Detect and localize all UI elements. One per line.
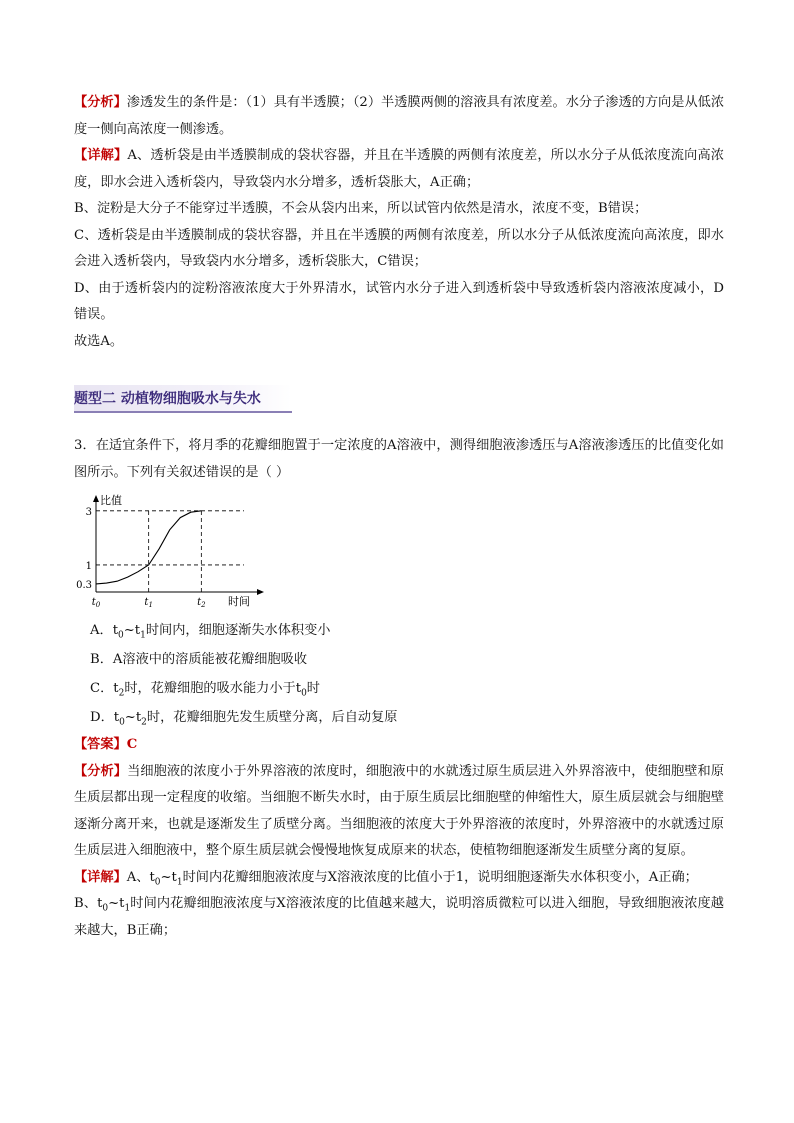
conclusion: 故选A。 <box>74 333 124 349</box>
answer-text: 【答案】C <box>74 737 138 752</box>
option-D <box>90 703 724 732</box>
detail2-b-pre: B、t <box>74 896 103 911</box>
detail2-a-post: 时间内花瓣细胞液浓度与X溶液浓度的比值小于1，说明细胞逐渐失水体积变小，A正确； <box>182 869 698 885</box>
detail2-tag: 【详解】 <box>74 869 127 885</box>
option-D-post: 时，花瓣细胞先发生质壁分离，后自动复原 <box>146 710 398 725</box>
x-axis-label: 时间 <box>228 595 250 608</box>
analysis-tag: 【分析】 <box>74 95 127 110</box>
detail2-a-pre: A、t <box>126 869 155 885</box>
detail2-paragraph-a <box>74 865 724 892</box>
y-axis-arrow <box>93 495 99 502</box>
option-B <box>90 645 724 674</box>
detail-paragraph-c: C、透析袋是由半透膜制成的袋状容器，并且在半透膜的两侧有浓度差，所以水分子从低浓度流向高浓度，即水会进入透析袋内，导致袋内水分增多，透析袋胀大，C错误； <box>74 227 724 269</box>
detail2-b-post: 时间内花瓣细胞液浓度与X溶液浓度的比值越来越大，说明溶质微粒可以进入细胞，导致细胞液浓度越来越大，B正确； <box>74 896 724 938</box>
detail-a-text: A、透析袋是由半透膜制成的袋状容器，并且在半透膜的两侧有浓度差，所以水分子从低浓度流向高浓度，即水会进入透析袋内，导致袋内水分增多，透析袋胀大，A正确； <box>74 148 724 190</box>
y-tick-label: 3 <box>85 506 92 518</box>
x-tick-label: $t_2$ <box>197 597 206 609</box>
analysis2-tag: 【分析】 <box>74 763 128 779</box>
page-content <box>74 90 724 944</box>
detail2-b-sub1: 0 <box>102 903 109 914</box>
x-tick-label: $t_1$ <box>144 597 153 609</box>
detail2-a-sub2: 1 <box>176 877 183 888</box>
analysis-text: 渗透发生的条件是：（1）具有半透膜；（2）半透膜两侧的溶液具有浓度差。水分子渗透的方向是从低浓度一侧向高浓度一侧渗透。 <box>74 95 725 137</box>
chart-container <box>74 492 724 612</box>
detail2-paragraph-b <box>74 891 724 944</box>
option-C-s1: 2 <box>118 688 125 699</box>
answer <box>74 732 724 759</box>
options-list <box>74 616 724 732</box>
option-D-pre: D．t <box>90 710 120 725</box>
option-B-pre: B．A溶液中的溶质能被花瓣细胞吸收 <box>90 652 308 667</box>
detail2-a-mid: ~t <box>160 869 177 885</box>
option-D-s2: 2 <box>141 717 147 728</box>
option-A-pre: A．t <box>90 623 119 638</box>
y-tick-label: 0.3 <box>76 579 92 591</box>
x-tick-label: $t_0$ <box>91 597 101 609</box>
analysis2-paragraph <box>74 759 724 865</box>
question-stem: 3．在适宜条件下，将月季的花瓣细胞置于一定浓度的A溶液中，测得细胞液渗透压与A溶液渗透压的比值变化如图所示。下列有关叙述错误的是（ ） <box>74 438 724 480</box>
detail-paragraph-b: B、淀粉是大分子不能穿过半透膜，不会从袋内出来，所以试管内依然是清水，浓度不变，B错误； <box>74 201 648 216</box>
section-title: 题型二 动植物细胞吸水与失水 <box>74 391 261 407</box>
option-A-s1: 0 <box>118 630 124 641</box>
y-tick-label: 1 <box>85 560 92 572</box>
option-C-s2: 0 <box>301 688 307 699</box>
y-axis-label: 比值 <box>100 494 122 507</box>
detail-paragraph-a <box>74 143 724 196</box>
detail2-b-sub2: 1 <box>124 903 131 914</box>
option-C-pre: C．t <box>90 681 119 696</box>
section-header <box>74 385 724 411</box>
option-C-post: 时 <box>306 681 320 696</box>
option-A-post: 时间内，细胞逐渐失水体积变小 <box>145 623 331 638</box>
option-D-s1: 0 <box>119 717 125 728</box>
option-C-mid: 时，花瓣细胞的吸水能力小于t <box>124 681 302 696</box>
detail-paragraph-d: D、由于透析袋内的淀粉溶液浓度大于外界清水，试管内水分子进入到透析袋中导致透析袋内溶液浓度减小，D错误。 <box>74 280 724 322</box>
option-D-mid: ~t <box>124 710 142 725</box>
analysis-paragraph <box>74 90 724 143</box>
option-C <box>90 674 724 703</box>
detail2-b-mid: ~t <box>108 896 125 911</box>
ratio-chart <box>74 492 274 612</box>
option-A <box>90 616 724 645</box>
analysis2-text: 当细胞液的浓度小于外界溶液的浓度时，细胞液中的水就透过原生质层进入外界溶液中，使细胞壁和原生质层都出现一定程度的收缩。当细胞不断失水时，由于原生质层比细胞壁的伸缩性大，原生质层就会与细胞壁逐渐分离开来，也就是逐渐发生了质壁分离。当细胞液的浓度大于外界溶液的浓度时，外界溶液中的水就透过原生质层进入细胞液中，整个原生质层就会慢慢地恢复成原来的状态，使植物细胞逐渐发生质壁分离的复原。 <box>74 763 725 858</box>
x-axis-arrow <box>257 589 264 595</box>
option-A-mid: ~t <box>123 623 141 638</box>
detail2-a-sub1: 0 <box>154 877 161 888</box>
detail-tag: 【详解】 <box>74 148 128 163</box>
option-A-s2: 1 <box>140 630 146 641</box>
